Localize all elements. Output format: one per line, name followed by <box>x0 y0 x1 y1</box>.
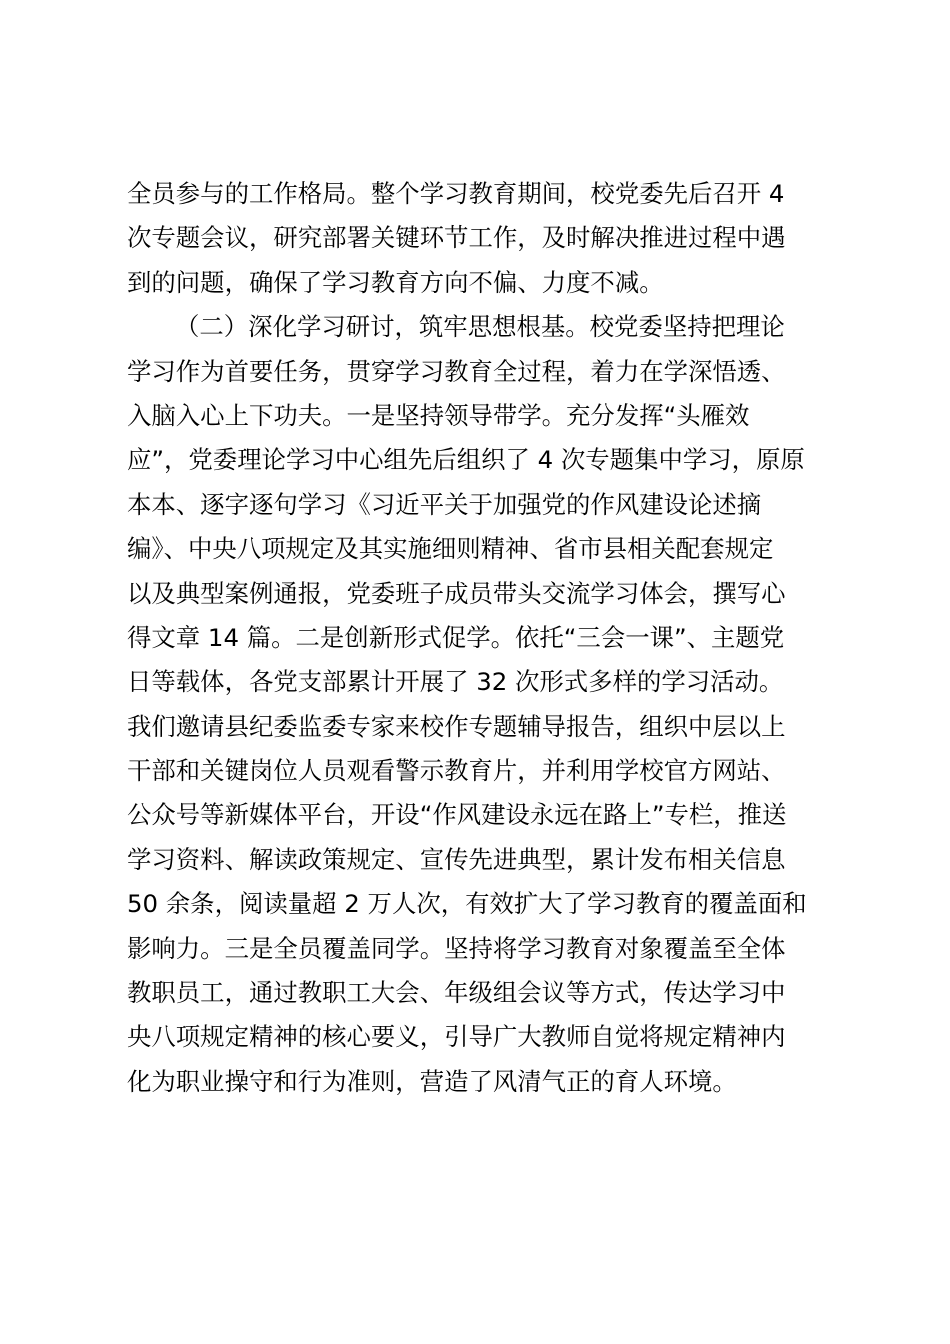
text-line: 公众号等新媒体平台，开设“作风建设永远在路上”专栏，推送 <box>127 800 787 830</box>
text-line: 全员参与的工作格局。整个学习教育期间，校党委先后召开 4 <box>127 179 785 208</box>
text-line: 影响力。三是全员覆盖同学。坚持将学习教育对象覆盖至全体 <box>127 933 786 963</box>
text-line: 教职员工，通过教职工大会、年级组会议等方式，传达学习中 <box>127 978 786 1008</box>
text-line: 入脑入心上下功夫。一是坚持领导带学。充分发挥“头雁效 <box>127 400 750 430</box>
text-line: 干部和关键岗位人员观看警示教育片，并利用学校官方网站、 <box>127 756 786 786</box>
text-line: 学习作为首要任务，贯穿学习教育全过程，着力在学深悟透、 <box>127 356 786 386</box>
text-line: 得文章 14 篇。二是创新形式促学。依托“三会一课”、主题党 <box>127 622 785 652</box>
text-line: （二）深化学习研讨，筑牢思想根基。校党委坚持把理论 <box>175 312 785 342</box>
text-line: 到的问题，确保了学习教育方向不偏、力度不减。 <box>127 267 664 297</box>
text-line: 我们邀请县纪委监委专家来校作专题辅导报告，组织中层以上 <box>127 711 786 741</box>
text-line: 50 余条，阅读量超 2 万人次，有效扩大了学习教育的覆盖面和 <box>127 889 807 919</box>
text-line: 应”，党委理论学习中心组先后组织了 4 次专题集中学习，原原 <box>127 445 805 475</box>
text-line: 本本、逐字逐句学习《习近平关于加强党的作风建设论述摘 <box>127 489 762 519</box>
text-line: 次专题会议，研究部署关键环节工作，及时解决推进过程中遇 <box>127 223 786 253</box>
paragraph <box>127 305 837 1104</box>
text-line: 化为职业操守和行为准则，营造了风清气正的育人环境。 <box>127 1066 737 1096</box>
text-line: 以及典型案例通报，党委班子成员带头交流学习体会，撰写心 <box>127 578 786 608</box>
document-body <box>127 172 837 1104</box>
text-line: 央八项规定精神的核心要义，引导广大教师自觉将规定精神内 <box>127 1022 786 1052</box>
text-line: 日等载体，各党支部累计开展了 32 次形式多样的学习活动。 <box>127 667 784 697</box>
text-line: 编》、中央八项规定及其实施细则精神、省市县相关配套规定 <box>127 534 774 564</box>
text-line: 学习资料、解读政策规定、宣传先进典型，累计发布相关信息 <box>127 844 786 874</box>
paragraph <box>127 172 837 305</box>
